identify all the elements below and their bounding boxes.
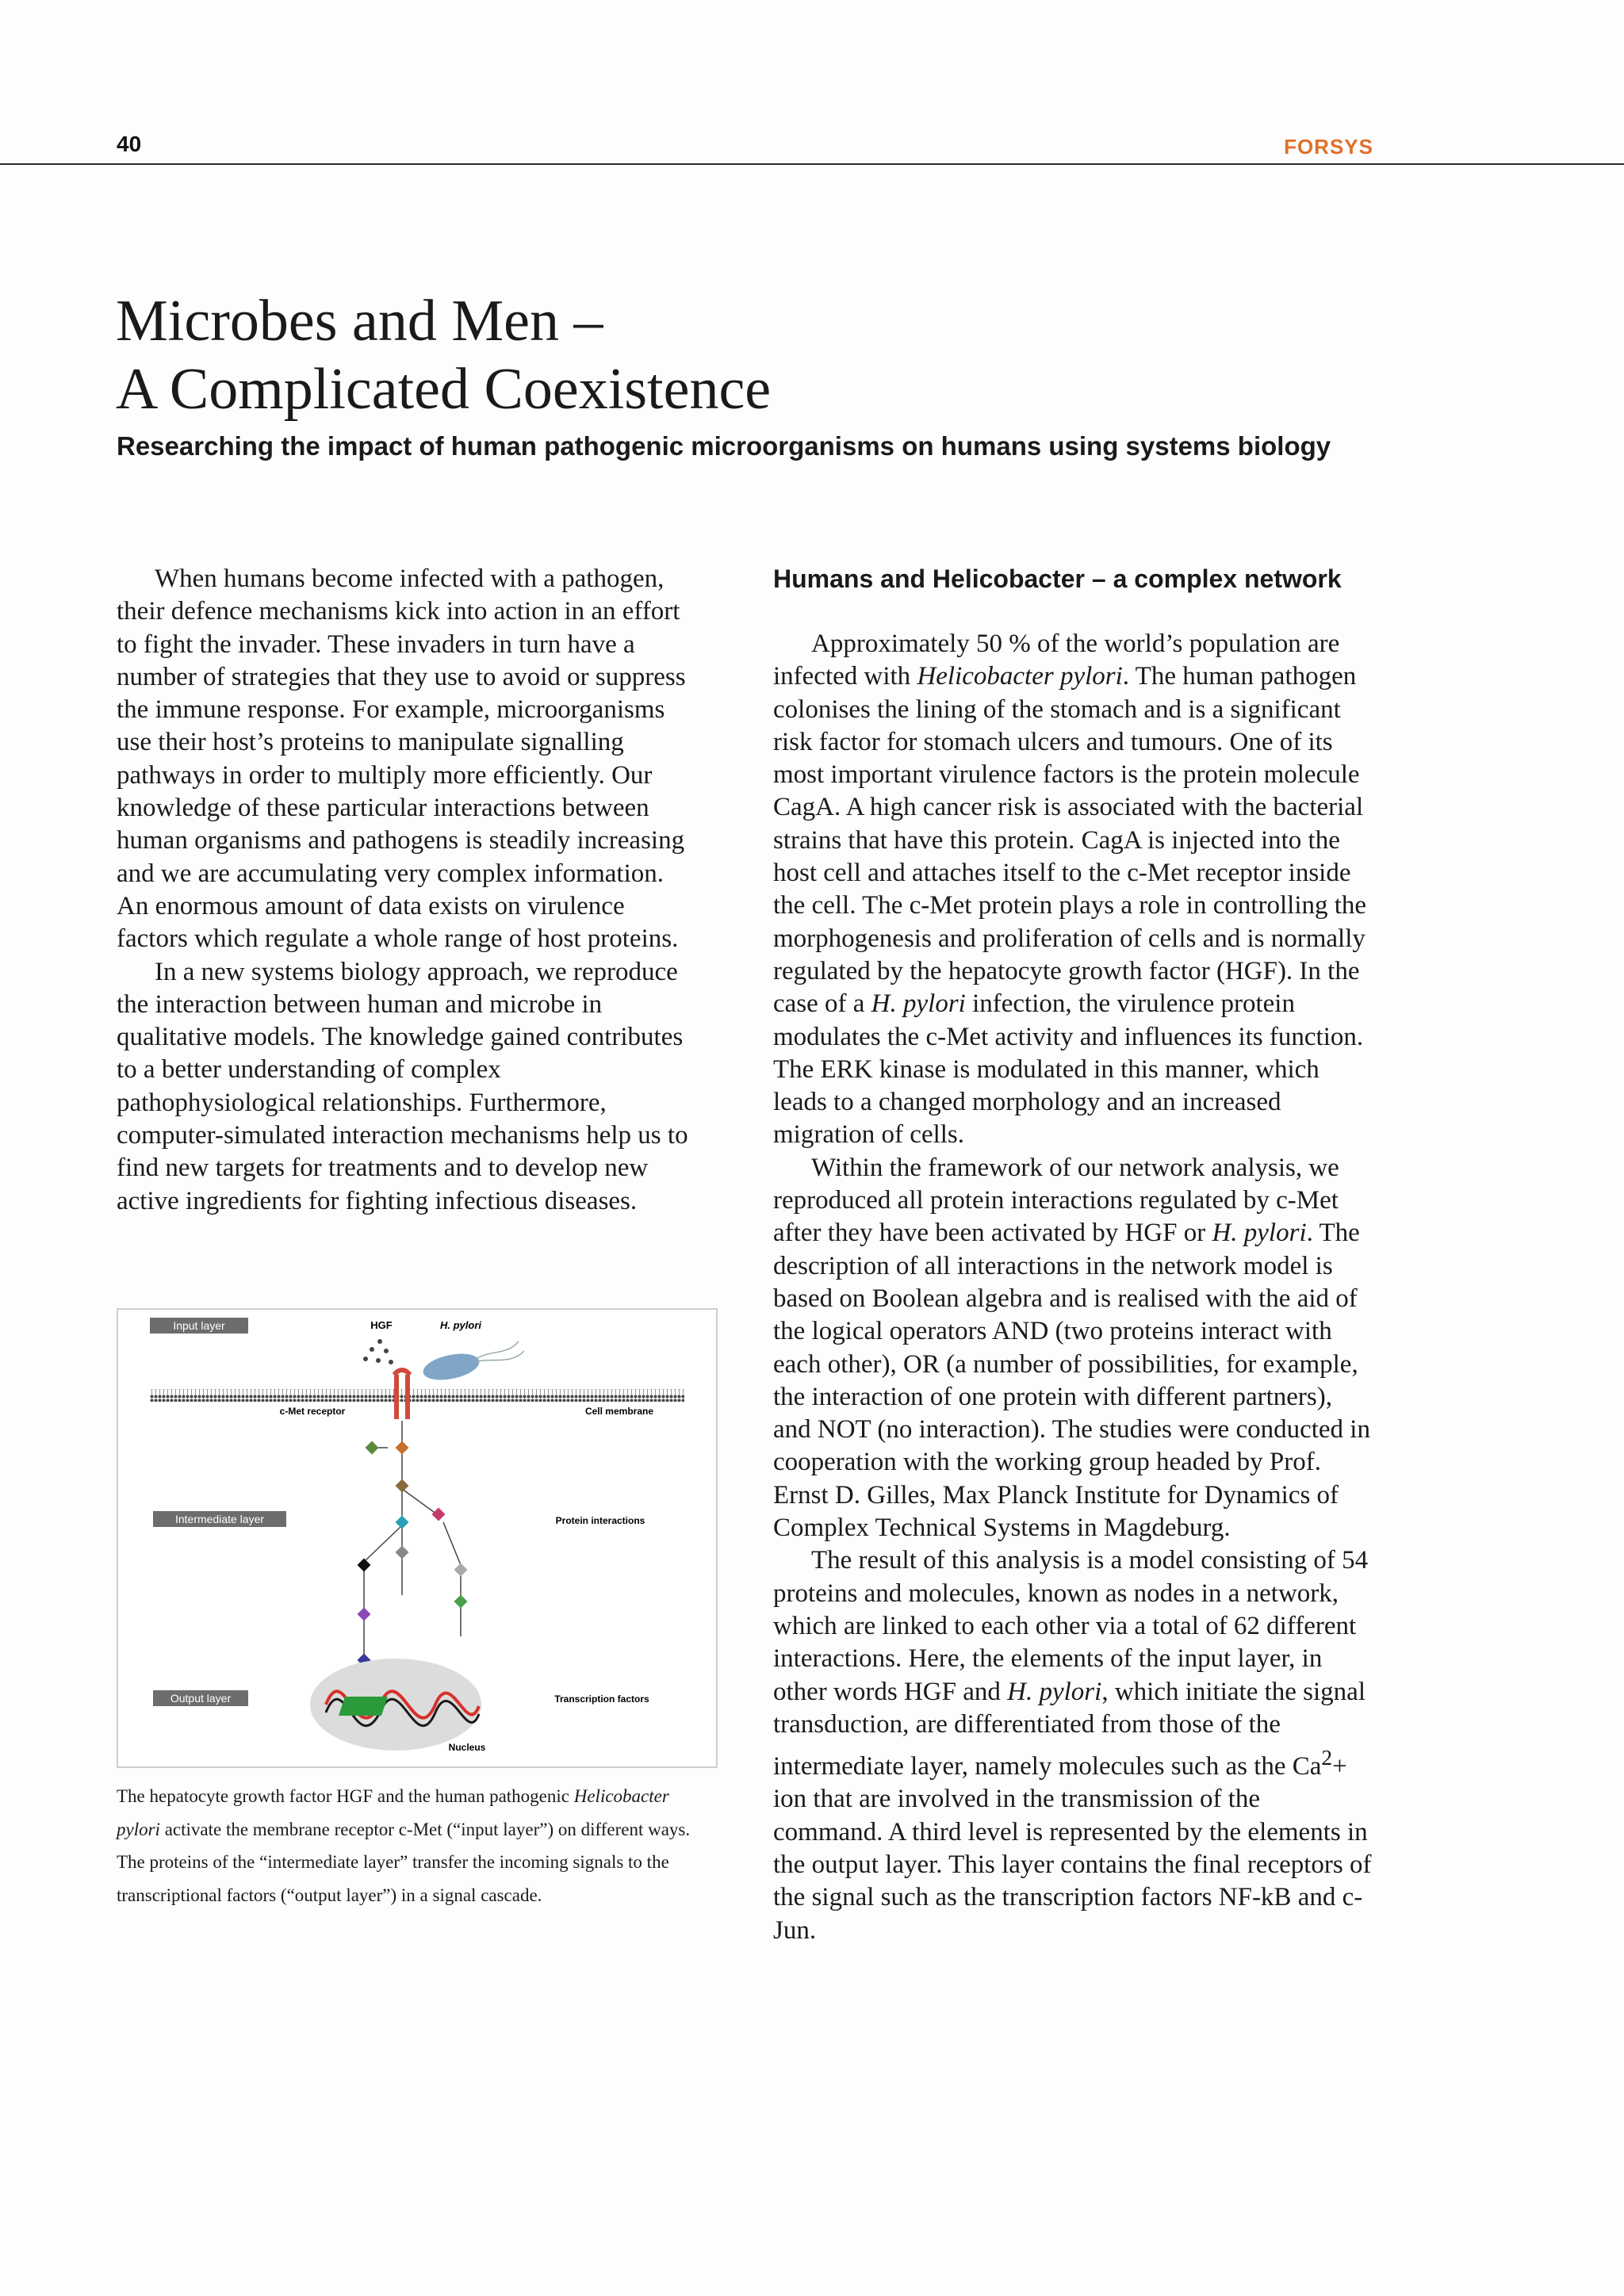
caption-part-1: The hepatocyte growth factor HGF and the human pathogenic [117, 1786, 574, 1806]
p3-species: H. pylori [1007, 1677, 1102, 1706]
cascade-arrows [364, 1421, 461, 1682]
section-label: FORSYS [1284, 135, 1373, 159]
output-layer-label: Output layer [170, 1692, 232, 1705]
hgf-label: HGF [370, 1319, 393, 1331]
p1-text-a: Approximately 50 % of the world’s population are infected with [773, 629, 1340, 691]
caption-part-2: activate the membrane receptor c-Met (“input layer”) on different ways. The proteins of the “intermediate layer” transfer the incoming signals to the transcriptional factors (“output layer”) in a signal cascade. [117, 1819, 691, 1905]
cmet-receptor-label: c-Met receptor [279, 1406, 346, 1417]
header-rule [0, 163, 1624, 165]
h-pylori-flagella [475, 1341, 524, 1362]
p2-text-b: . The description of all interactions in the network model is based on Boolean algebra and is realised with the aid of the logical operators AND (two proteins interact with each other), OR (a number of possibilities, for example, the interaction of one protein with different partners), and NOT (no interaction). The studies were conducted in cooperation with the working group headed by Prof. Ernst D. Gilles, Max Planck Institute for Dynamics of Complex Technical Systems in Magdeburg. [773, 1219, 1370, 1543]
p2-species: H. pylori [1212, 1219, 1307, 1248]
title-line-2: A Complicated Coexistence [116, 357, 772, 422]
h-pylori-label: H. pylori [439, 1319, 482, 1331]
left-column [117, 563, 700, 1218]
signal-cascade-figure [117, 1308, 718, 1768]
right-column [773, 563, 1376, 1947]
p3-text-c: + ion that are involved in the transmission of the command. A third level is represented by the elements in the output layer. This layer contains the final receptors of the signal such as the transcription factors NF-kB and c-Jun. [773, 1752, 1372, 1945]
right-paragraph-1 [773, 628, 1376, 1152]
signal-cascade-diagram [118, 1310, 716, 1766]
p2-text-a: Within the framework of our network analysis, we reproduced all protein interactions regulated by c-Met after they have been activated by HGF or [773, 1153, 1339, 1248]
transcription-factor-block [339, 1697, 388, 1716]
cell-membrane-label: Cell membrane [584, 1406, 654, 1417]
nucleus-label: Nucleus [448, 1742, 486, 1753]
h-pylori-bacterium [421, 1349, 482, 1384]
protein-interactions-label: Protein interactions [555, 1515, 645, 1526]
input-layer-label: Input layer [173, 1319, 225, 1332]
figure-caption [117, 1780, 703, 1911]
article-title [116, 287, 771, 423]
right-paragraph-2 [773, 1152, 1376, 1545]
right-paragraph-3 [773, 1544, 1376, 1947]
page-number: 40 [117, 132, 142, 156]
p3-superscript: 2 [1321, 1745, 1333, 1770]
caption-species: Helicobacter pylori [117, 1786, 669, 1839]
left-paragraph-1: When humans become infected with a pathogen, their defence mechanisms kick into action in an effort to fight the invader. These invaders in turn have a number of strategies that they use to avoid or suppress the immune response. For example, microorganisms use their host’s proteins to manipulate signalling pathways in order to multiply more efficiently. Our knowledge of these particular interactions between human organisms and pathogens is steadily increasing and we are accumulating very complex information. An enormous amount of data exists on virulence factors which regulate a whole range of host proteins. [117, 564, 686, 954]
p1-text-c: infection, the virulence protein modulates the c-Met activity and influences its function. The ERK kinase is modulated in this manner, which leads to a changed morphology and an increased migration of cells. [773, 989, 1364, 1150]
article-subtitle: Researching the impact of human pathogenic microorganisms on humans using systems biology [117, 431, 1331, 461]
p1-species-2: H. pylori [871, 989, 966, 1019]
p1-species: Helicobacter pylori [917, 662, 1123, 691]
left-paragraph-2: In a new systems biology approach, we reproduce the interaction between human and microbe in qualitative models. The knowledge gained contributes to a better understanding of complex pathophysiological relationships. Furthermore, computer-simulated interaction mechanisms help us to find new targets for treatments and to develop new active ingredients for fighting infectious diseases. [117, 957, 688, 1215]
transcription-factors-label: Transcription factors [554, 1693, 649, 1705]
protein-nodes [358, 1441, 468, 1667]
p3-text-b: , which initiate the signal transduction, are differentiated from those of the intermediate layer, namely molecules such as the Ca [773, 1677, 1365, 1781]
title-line-1: Microbes and Men – [116, 289, 603, 354]
intermediate-layer-label: Intermediate layer [174, 1513, 265, 1525]
p3-text-a: The result of this analysis is a model consisting of 54 proteins and molecules, known as nodes in a network, which are linked to each other via a total of 62 different interactions. Here, the elements of the input layer, in other words HGF and [773, 1546, 1369, 1706]
hgf-molecules [363, 1339, 393, 1364]
section-heading: Humans and Helicobacter – a complex network [773, 564, 1342, 593]
p1-text-b: . The human pathogen colonises the lining of the stomach and is a significant risk factor for stomach ulcers and tumours. One of its most important virulence factors is the protein molecule CagA. A high cancer risk is associated with the bacterial strains that have this protein. CagA is injected into the host cell and attaches itself to the c-Met receptor inside the cell. The c-Met protein plays a role in controlling the morphogenesis and proliferation of cells and is normally regulated by the hepatocyte growth factor (HGF). In the case of a [773, 662, 1367, 1019]
cell-membrane [150, 1389, 684, 1402]
nucleus [310, 1659, 481, 1751]
